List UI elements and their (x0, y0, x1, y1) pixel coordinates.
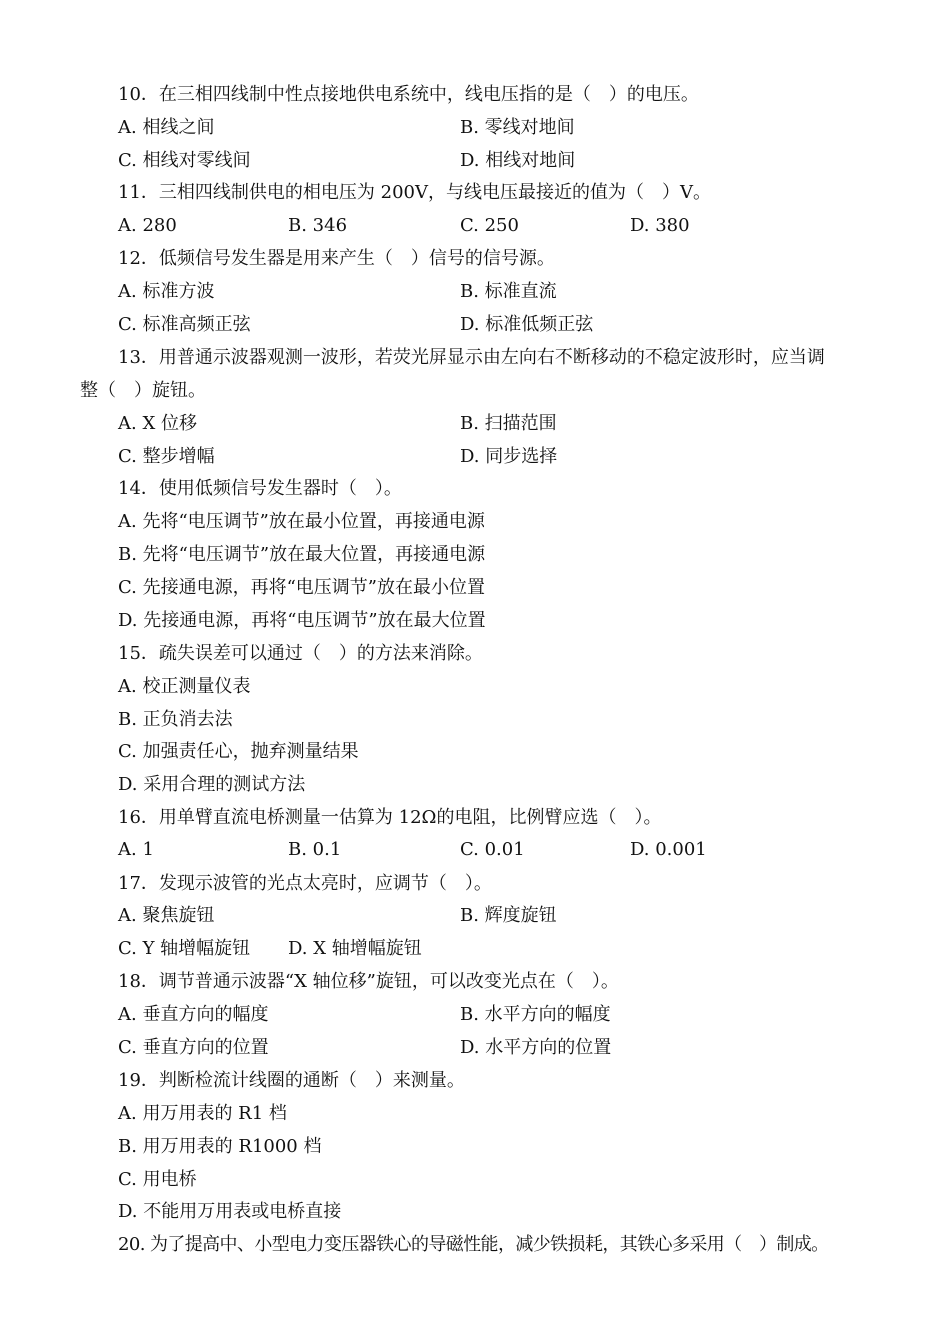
question-19-option-b: B. 用万用表的 R1000 档 (118, 1136, 322, 1157)
question-16-option-a: A. 1 (118, 839, 154, 860)
question-15-option-b: B. 正负消去法 (118, 709, 233, 730)
question-10-option-c: C. 相线对零线间 (118, 150, 251, 171)
question-19-stem: 19．判断检流计线圈的通断（ ）来测量。 (118, 1070, 465, 1091)
question-14-option-d: D. 先接通电源，再将“电压调节”放在最大位置 (118, 610, 486, 631)
question-17-stem: 17．发现示波管的光点太亮时，应调节（ ）。 (118, 873, 492, 894)
question-13-option-d: D. 同步选择 (460, 446, 558, 467)
question-17-option-c: C. Y 轴增幅旋钮 (118, 938, 251, 959)
question-18-option-a: A. 垂直方向的幅度 (118, 1004, 269, 1025)
question-20-stem: 20. 为了提高中、小型电力变压器铁心的导磁性能，减少铁损耗，其铁心多采用（ ）制成。 (118, 1234, 829, 1255)
question-17-option-b: B. 辉度旋钮 (460, 905, 557, 926)
question-16-option-b: B. 0.1 (288, 839, 342, 860)
question-11-option-c: C. 250 (460, 215, 519, 236)
question-14-option-b: B. 先将“电压调节”放在最大位置，再接通电源 (118, 544, 486, 565)
question-10-option-a: A. 相线之间 (118, 117, 215, 138)
question-10-option-b: B. 零线对地间 (460, 117, 575, 138)
question-13-stem: 13．用普通示波器观测一波形，若荧光屏显示由左向右不断移动的不稳定波形时，应当调 (118, 347, 825, 368)
question-11-option-a: A. 280 (118, 215, 177, 236)
question-14-option-c: C. 先接通电源，再将“电压调节”放在最小位置 (118, 577, 485, 598)
question-19-option-d: D. 不能用万用表或电桥直接 (118, 1201, 342, 1222)
question-12-option-a: A. 标准方波 (118, 281, 215, 302)
question-11-option-b: B. 346 (288, 215, 348, 236)
question-12-option-b: B. 标准直流 (460, 281, 557, 302)
question-11-stem: 11．三相四线制供电的相电压为 200V，与线电压最接近的值为（ ）V。 (118, 182, 711, 203)
question-19-option-a: A. 用万用表的 R1 档 (118, 1103, 287, 1124)
question-11-option-d: D. 380 (630, 215, 690, 236)
question-18-option-b: B. 水平方向的幅度 (460, 1004, 611, 1025)
question-17-option-a: A. 聚焦旋钮 (118, 905, 215, 926)
question-10-option-d: D. 相线对地间 (460, 150, 576, 171)
question-16-option-c: C. 0.01 (460, 839, 525, 860)
question-13-option-b: B. 扫描范围 (460, 413, 557, 434)
question-16-stem: 16．用单臂直流电桥测量一估算为 12Ω的电阻，比例臂应选（ ）。 (118, 807, 662, 828)
question-15-option-d: D. 采用合理的测试方法 (118, 774, 306, 795)
question-12-option-c: C. 标准高频正弦 (118, 314, 251, 335)
question-17-option-d: D. X 轴增幅旋钮 (288, 938, 422, 959)
question-16-option-d: D. 0.001 (630, 839, 707, 860)
question-10-stem: 10．在三相四线制中性点接地供电系统中，线电压指的是（ ）的电压。 (118, 84, 699, 105)
question-18-option-d: D. 水平方向的位置 (460, 1037, 612, 1058)
question-12-option-d: D. 标准低频正弦 (460, 314, 594, 335)
question-13-option-a: A. X 位移 (118, 413, 197, 434)
question-15-option-c: C. 加强责任心，抛弃测量结果 (118, 741, 359, 762)
question-12-stem: 12．低频信号发生器是用来产生（ ）信号的信号源。 (118, 248, 555, 269)
question-13-stem-continued: 整（ ）旋钮。 (80, 380, 206, 401)
question-13-option-c: C. 整步增幅 (118, 446, 215, 467)
question-15-option-a: A. 校正测量仪表 (118, 676, 251, 697)
question-15-stem: 15．疏失误差可以通过（ ）的方法来消除。 (118, 643, 483, 664)
question-14-stem: 14．使用低频信号发生器时（ ）。 (118, 478, 402, 499)
question-18-stem: 18．调节普通示波器“X 轴位移”旋钮，可以改变光点在（ ）。 (118, 971, 619, 992)
question-18-option-c: C. 垂直方向的位置 (118, 1037, 269, 1058)
question-14-option-a: A. 先将“电压调节”放在最小位置，再接通电源 (118, 511, 485, 532)
question-19-option-c: C. 用电桥 (118, 1169, 197, 1190)
